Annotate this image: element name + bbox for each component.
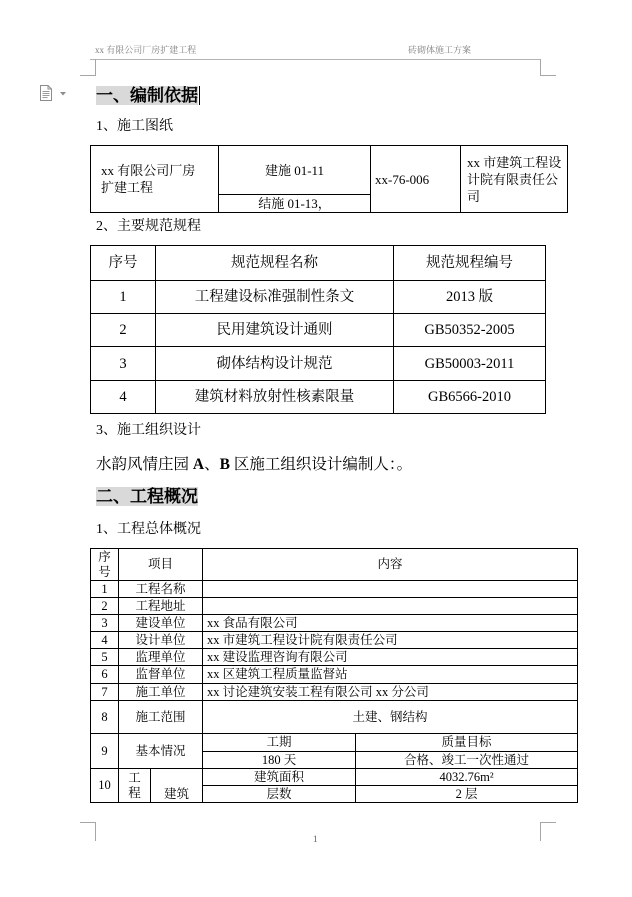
- header-document-title: 砖砌体施工方案: [408, 45, 472, 55]
- row-number: 2: [91, 598, 119, 615]
- row-number: 5: [91, 649, 119, 666]
- drawings-arch-cell: 建施 01-11: [219, 146, 371, 195]
- column-header: 序号: [91, 549, 119, 581]
- chevron-down-icon: [60, 92, 66, 96]
- row-content: xx 讨论建筑安装工程有限公司 xx 分公司: [203, 684, 578, 701]
- column-header: 序号: [91, 246, 156, 281]
- row-number: 3: [91, 615, 119, 632]
- drawings-struct-cell: 结施 01-13，: [219, 195, 371, 213]
- area-label: 建筑面积: [203, 769, 356, 786]
- table-row: [91, 381, 546, 414]
- floors-value: 2 层: [356, 786, 578, 803]
- row-item: 设计单位: [119, 632, 203, 649]
- paste-options-icon: [38, 84, 54, 102]
- row-group: [119, 769, 151, 803]
- table-row: [91, 632, 578, 649]
- section-heading-overview: [96, 486, 198, 507]
- row-item: 监理单位: [119, 649, 203, 666]
- drawings-table: [90, 145, 568, 213]
- row-number: 8: [91, 701, 119, 734]
- quality-value: 合格、竣工一次性通过: [356, 752, 578, 769]
- table-row: [91, 649, 578, 666]
- table-cell: 2: [91, 314, 156, 347]
- subheading-drawings: 1、施工图纸: [96, 119, 173, 134]
- column-header: 项目: [119, 549, 203, 581]
- section-heading-basis: [96, 85, 200, 106]
- section-heading-text: 二、工程概况: [96, 487, 198, 506]
- drawings-number-cell: xx-76-006: [371, 146, 461, 213]
- table-cell: GB6566-2010: [394, 381, 546, 414]
- row-group-label: 工程: [128, 770, 141, 800]
- floors-label: 层数: [203, 786, 356, 803]
- table-row: [91, 734, 578, 752]
- table-cell: 建筑材料放射性核素限量: [156, 381, 394, 414]
- row-content: 土建、钢结构: [203, 701, 578, 734]
- duration-label: 工期: [203, 734, 356, 752]
- table-row: [91, 347, 546, 381]
- row-item: 工程地址: [119, 598, 203, 615]
- table-cell: 2013 版: [394, 281, 546, 314]
- duration-value: 180 天: [203, 752, 356, 769]
- org-line-prefix: 水韵风情庄园: [96, 456, 193, 473]
- row-number: 10: [91, 769, 119, 803]
- column-header: 规范规程名称: [156, 246, 394, 281]
- row-content: xx 食品有限公司: [203, 615, 578, 632]
- table-row: [91, 684, 578, 701]
- margin-corner-mark-bottom-left: [80, 822, 96, 841]
- table-cell: 3: [91, 347, 156, 381]
- row-item: 施工单位: [119, 684, 203, 701]
- area-value: 4032.76m²: [356, 769, 578, 786]
- table-row: [91, 598, 578, 615]
- table-row: [91, 281, 546, 314]
- table-row: [91, 314, 546, 347]
- table-cell: 民用建筑设计通则: [156, 314, 394, 347]
- row-content: [203, 581, 578, 598]
- row-number: 6: [91, 666, 119, 684]
- zone-a: A: [192, 456, 205, 473]
- column-header: 内容: [203, 549, 578, 581]
- margin-corner-mark-top-right: [540, 59, 556, 76]
- subheading-overview: 1、工程总体概况: [96, 522, 201, 537]
- row-number: 4: [91, 632, 119, 649]
- drawings-project-cell: xx 有限公司厂房扩建工程: [91, 146, 219, 213]
- table-cell: 砌体结构设计规范: [156, 347, 394, 381]
- row-item: 建设单位: [119, 615, 203, 632]
- table-row: [91, 701, 578, 734]
- codes-table: [90, 245, 546, 414]
- subheading-organization: 3、施工组织设计: [96, 423, 201, 438]
- row-content: xx 市建筑工程设计院有限责任公司: [203, 632, 578, 649]
- row-content: xx 建设监理咨询有限公司: [203, 649, 578, 666]
- paste-options-button[interactable]: [38, 84, 68, 102]
- table-cell: 4: [91, 381, 156, 414]
- row-number: 1: [91, 581, 119, 598]
- organization-design-line: [96, 455, 412, 475]
- header-rule: [90, 59, 541, 60]
- row-number: 9: [91, 734, 119, 769]
- table-row: [91, 666, 578, 684]
- row-content: xx 区建筑工程质量监督站: [203, 666, 578, 684]
- table-cell: 工程建设标准强制性条文: [156, 281, 394, 314]
- zone-separator: 、: [204, 456, 220, 473]
- table-row: [91, 581, 578, 598]
- row-item: 监督单位: [119, 666, 203, 684]
- table-cell: GB50003-2011: [394, 347, 546, 381]
- table-header-row: [91, 246, 546, 281]
- table-header-row: [91, 549, 578, 581]
- text-cursor: [199, 86, 200, 105]
- drawings-designer-cell: xx 市建筑工程设计院有限责任公司: [461, 146, 568, 213]
- header-project-name: xx 有限公司厂房扩建工程: [95, 45, 197, 55]
- row-number: 7: [91, 684, 119, 701]
- row-item: 基本情况: [119, 734, 203, 769]
- zone-b: B: [219, 456, 230, 473]
- column-header: 规范规程编号: [394, 246, 546, 281]
- table-row: [91, 615, 578, 632]
- subheading-codes: 2、主要规范规程: [96, 219, 201, 234]
- margin-corner-mark-bottom-right: [540, 822, 556, 841]
- row-item: 工程名称: [119, 581, 203, 598]
- org-line-suffix: 区施工组织设计编制人：。: [229, 456, 413, 473]
- table-row: [91, 769, 578, 786]
- overview-table: [90, 548, 578, 803]
- quality-label: 质量目标: [356, 734, 578, 752]
- row-content: [203, 598, 578, 615]
- section-heading-text: 一、编制依据: [96, 86, 198, 105]
- row-item: 建筑: [151, 769, 203, 803]
- table-cell: 1: [91, 281, 156, 314]
- table-cell: GB50352-2005: [394, 314, 546, 347]
- row-item: 施工范围: [119, 701, 203, 734]
- margin-corner-mark-top-left: [80, 59, 96, 76]
- page-number: 1: [313, 834, 318, 844]
